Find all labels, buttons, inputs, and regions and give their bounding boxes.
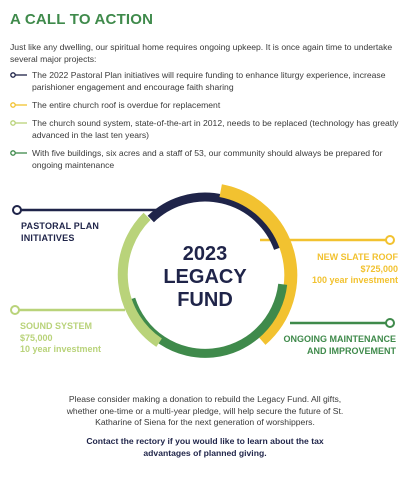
- callout-label: ONGOING MAINTENANCE: [283, 334, 396, 344]
- callout-sound-system: [20, 321, 101, 356]
- callout-label: AND IMPROVEMENT: [306, 345, 396, 356]
- bullet-marker-icon: [10, 72, 27, 78]
- connector-ongoing: [290, 319, 394, 327]
- fund-word-fund: FUND: [177, 289, 233, 311]
- project-list: [10, 69, 402, 177]
- project-item-sound-system: [10, 117, 402, 141]
- intro-paragraph: Just like any dwelling, our spiritual home requires ongoing upkeep. It is once again time to undertake several major projects:: [10, 42, 393, 64]
- callout-pastoral-plan: [21, 221, 99, 244]
- contact-note: Contact the rectory if you would like to learn about the tax advantages of planned giving.: [86, 436, 324, 458]
- fund-word-legacy: LEGACY: [163, 266, 247, 288]
- donation-appeal: Please consider making a donation to rebuild the Legacy Fund. All gifts, whether one-time or a multi-year pledge, will help secure the future of St. Katharine of Siena for the next generation of worshippers.: [66, 394, 344, 427]
- bullet-marker-icon: [10, 120, 27, 126]
- callout-investment: 100 year investment: [311, 275, 398, 285]
- legacy-fund-title: [140, 243, 270, 312]
- bullet-marker-icon: [10, 102, 27, 108]
- callout-label: INITIATIVES: [21, 232, 75, 243]
- bullet-marker-icon: [10, 150, 27, 156]
- fund-year: 2023: [182, 243, 228, 265]
- connector-pastoral: [13, 206, 162, 214]
- page-heading: A CALL TO ACTION: [10, 11, 154, 28]
- project-text: The entire church roof is overdue for replacement: [32, 100, 221, 110]
- project-item-roof: [10, 99, 402, 111]
- project-text: The church sound system, state-of-the-art in 2012, needs to be replaced (technology has greatly advanced in the last ten years): [32, 118, 399, 140]
- callout-slate-roof: [312, 252, 398, 287]
- callout-ongoing-maintenance: [284, 334, 397, 357]
- callout-investment: 10 year investment: [20, 344, 102, 354]
- project-item-maintenance: [10, 147, 402, 171]
- callout-label: SOUND SYSTEM: [20, 321, 93, 331]
- callout-amount: $75,000: [20, 332, 53, 343]
- callout-amount: $725,000: [360, 263, 398, 274]
- connector-sound: [11, 306, 125, 314]
- project-item-pastoral-plan: [10, 69, 402, 93]
- project-text: With five buildings, six acres and a staff of 53, our community should always be prepared for ongoing maintenance: [32, 148, 383, 170]
- project-text: The 2022 Pastoral Plan initiatives will require funding to enhance liturgy experience, increase parishioner engagement and encourage faith sharing: [32, 70, 386, 92]
- callout-label: PASTORAL PLAN: [21, 221, 100, 231]
- callout-label: NEW SLATE ROOF: [317, 252, 398, 262]
